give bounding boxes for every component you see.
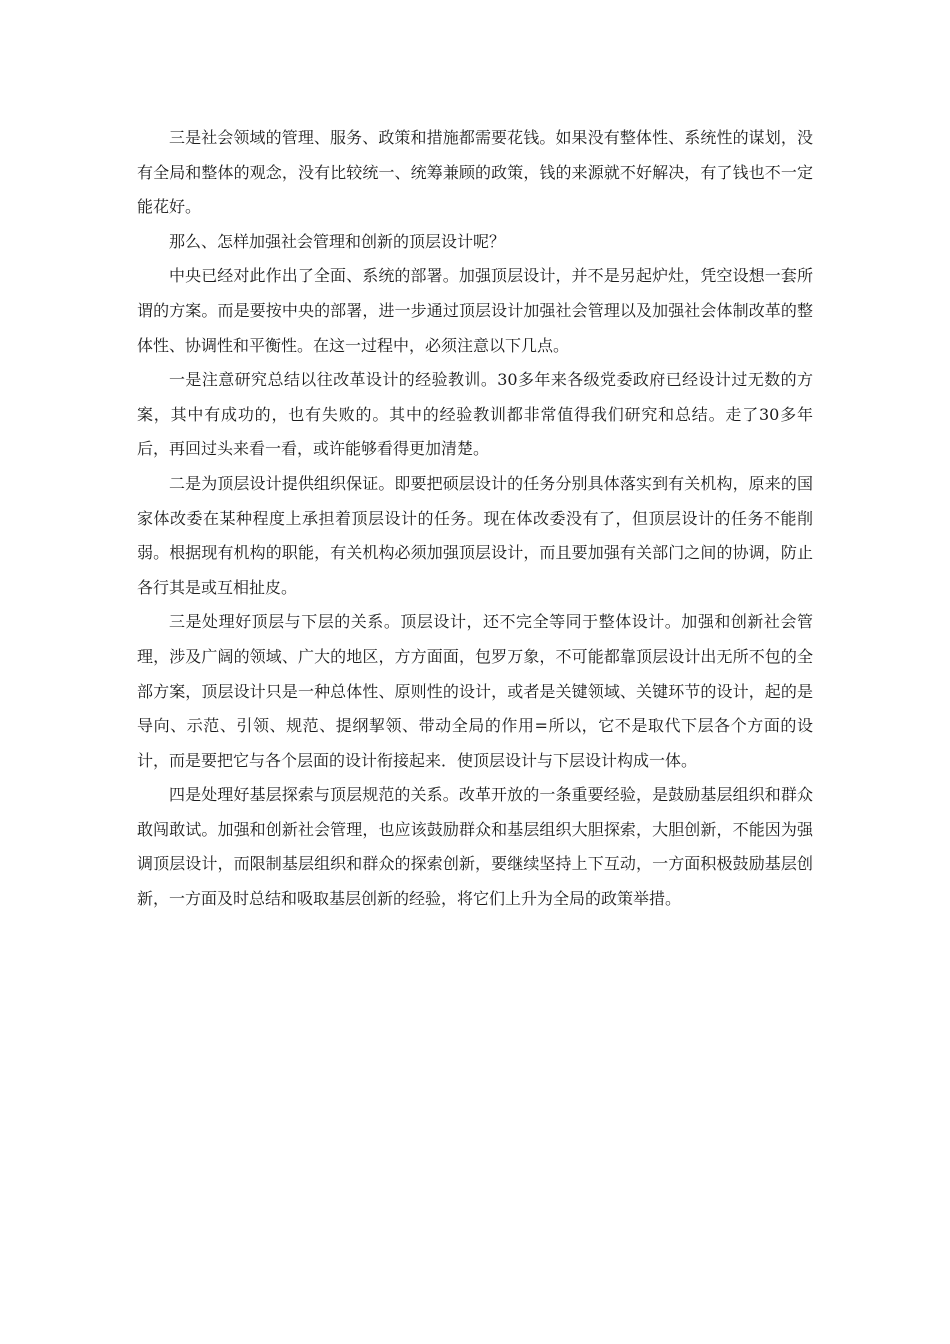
document-body [137,121,813,917]
paragraph-point-one: 一是注意研究总结以往改革设计的经验教训。30多年来各级党委政府已经设计过无数的方案，其中有成功的，也有失败的。其中的经验教训都非常值得我们研究和总结。走了30多年后，再回过头来看一看，或许能够看得更加清楚。 [137,370,813,459]
paragraph-point-three: 三是处理好顶层与下层的关系。顶层设计，还不完全等同于整体设计。加强和创新社会管理，涉及广阔的领域、广大的地区，方方面面，包罗万象，不可能都靠顶层设计出无所不包的全部方案，顶层设计只是一种总体性、原则性的设计，或者是关键领域、关键环节的设计，起的是导向、示范、引领、规范、提纲挈领、带动全局的作用=所以，它不是取代下层各个方面的设计，而是要把它与各个层面的设计衔接起来．使顶层设计与下层设计构成一体。 [137,612,813,770]
paragraph-funding: 三是社会领域的管理、服务、政策和措施都需要花钱。如果没有整体性、系统性的谋划，没有全局和整体的观念，没有比较统一、统筹兼顾的政策，钱的来源就不好解决，有了钱也不一定能花好。 [137,128,813,217]
paragraph-point-two: 二是为顶层设计提供组织保证。即要把硕层设计的任务分别具体落实到有关机构，原来的国家体改委在某种程度上承担着顶层设计的任务。现在体改委没有了，但顶层设计的任务不能削弱。根据现有机构的职能，有关机构必须加强顶层设计，而且要加强有关部门之间的协调，防止各行其是或互相扯皮。 [137,473,813,597]
paragraph-point-four: 四是处理好基层探索与顶层规范的关系。改革开放的一条重要经验，是鼓励基层组织和群众敢闯敢试。加强和创新社会管理，也应该鼓励群众和基层组织大胆探索，大胆创新，不能因为强调顶层设计，而限制基层组织和群众的探索创新，要继续坚持上下互动，一方面积极鼓励基层创新，一方面及时总结和吸取基层创新的经验，将它们上升为全局的政策举措。 [137,785,813,909]
paragraph-question: 那么、怎样加强社会管理和创新的顶层设计呢？ [169,231,506,251]
paragraph-central-deployment: 中央已经对此作出了全面、系统的部署。加强顶层设计，并不是另起炉灶，凭空设想一套所谓的方案。而是要按中央的部署，进一步通过顶层设计加强社会管理以及加强社会体制改革的整体性、协调性和平衡性。在这一过程中，必须注意以下几点。 [137,266,813,355]
